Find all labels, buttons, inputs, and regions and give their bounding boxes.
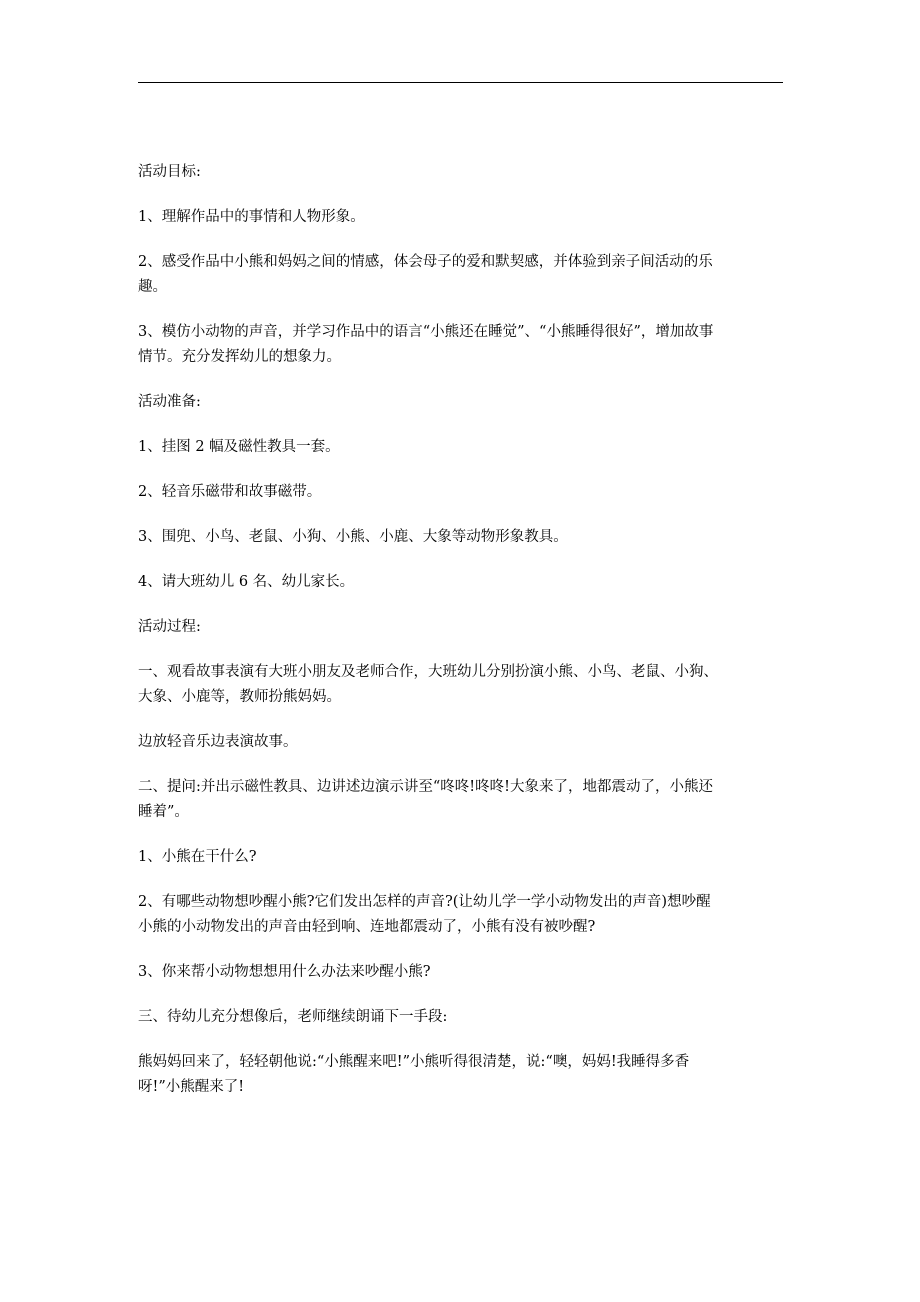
text-line: 3、模仿小动物的声音，并学习作品中的语言“小熊还在睡觉”、“小熊睡得很好”，增加故事 <box>138 324 714 340</box>
paragraph <box>138 525 783 550</box>
text-line: 二、提问:并出示磁性教具、边讲述边演示讲至“咚咚!咚咚!大象来了，地都震动了，小熊还 <box>138 779 713 795</box>
text-line: 情节。充分发挥幼儿的想象力。 <box>138 349 341 365</box>
text-line: 3、围兜、小鸟、老鼠、小狗、小熊、小鹿、大象等动物形象教具。 <box>138 529 568 545</box>
text-line: 小熊的小动物发出的声音由轻到响、连地都震动了，小熊有没有被吵醒? <box>138 919 596 935</box>
text-line: 边放轻音乐边表演故事。 <box>138 734 298 750</box>
text-line: 1、小熊在干什么? <box>138 849 257 865</box>
text-line: 2、有哪些动物想吵醒小熊?它们发出怎样的声音?(让幼儿学一学小动物发出的声音)想吵醒 <box>138 894 711 910</box>
text-line: 呀!”小熊醒来了! <box>138 1079 245 1095</box>
paragraph <box>138 890 783 940</box>
header-rule <box>138 82 783 83</box>
text-line: 活动目标: <box>138 164 201 180</box>
text-line: 3、你来帮小动物想想用什么办法来吵醒小熊? <box>138 964 431 980</box>
text-line: 2、感受作品中小熊和妈妈之间的情感，体会母子的爱和默契感，并体验到亲子间活动的乐 <box>138 254 713 270</box>
text-line: 睡着”。 <box>138 804 189 820</box>
paragraph <box>138 660 783 710</box>
paragraph <box>138 480 783 505</box>
paragraph <box>138 730 783 755</box>
text-line: 2、轻音乐磁带和故事磁带。 <box>138 484 322 500</box>
document-body <box>138 160 783 1120</box>
paragraph <box>138 205 783 230</box>
text-line: 活动准备: <box>138 394 201 410</box>
paragraph <box>138 615 783 640</box>
paragraph <box>138 845 783 870</box>
text-line: 活动过程: <box>138 619 201 635</box>
text-line: 三、待幼儿充分想像后，老师继续朗诵下一手段: <box>138 1009 448 1025</box>
text-line: 一、观看故事表演有大班小朋友及老师合作，大班幼儿分别扮演小熊、小鸟、老鼠、小狗、 <box>138 664 718 680</box>
text-line: 大象、小鹿等，教师扮熊妈妈。 <box>138 689 341 705</box>
text-line: 熊妈妈回来了，轻轻朝他说:“小熊醒来吧!”小熊听得很清楚，说:“噢，妈妈!我睡得多香 <box>138 1054 690 1070</box>
paragraph <box>138 1050 783 1100</box>
text-line: 4、请大班幼儿 6 名、幼儿家长。 <box>138 574 355 590</box>
paragraph <box>138 570 783 595</box>
paragraph <box>138 320 783 370</box>
paragraph <box>138 160 783 185</box>
text-line: 趣。 <box>138 279 167 295</box>
paragraph <box>138 250 783 300</box>
text-line: 1、挂图 2 幅及磁性教具一套。 <box>138 439 340 455</box>
paragraph <box>138 1005 783 1030</box>
paragraph <box>138 435 783 460</box>
paragraph <box>138 960 783 985</box>
text-line: 1、理解作品中的事情和人物形象。 <box>138 209 365 225</box>
paragraph <box>138 775 783 825</box>
paragraph <box>138 390 783 415</box>
